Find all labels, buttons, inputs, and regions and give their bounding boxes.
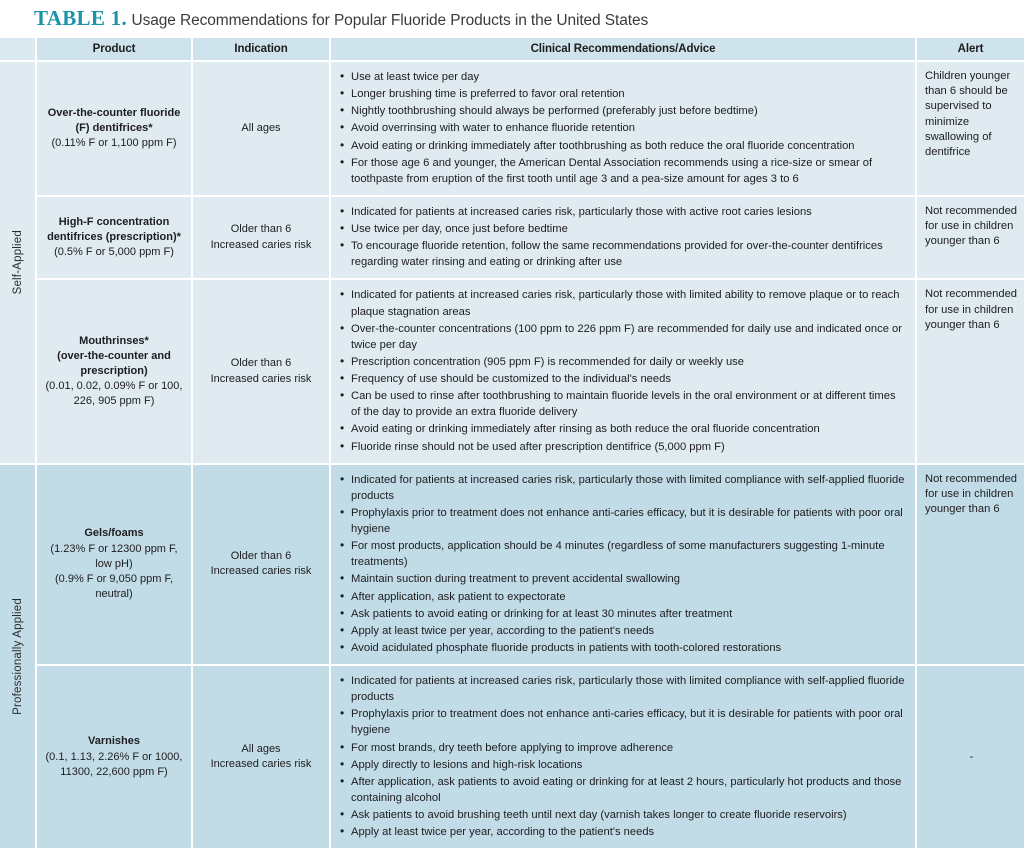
recommendation-item: • Nightly toothbrushing should always be performed (preferably just before bedtime) [351, 103, 905, 119]
table-body [0, 61, 1024, 849]
recommendation-list [335, 69, 905, 187]
recommendation-item: • Frequency of use should be customized to the individual's needs [351, 371, 905, 387]
product-concentration: (0.11% F or 1,100 ppm F) [51, 137, 177, 150]
table-title-text: Usage Recommendations for Popular Fluoride Products in the United States [131, 12, 649, 29]
cell-indication: All ages [192, 61, 330, 196]
recommendation-item: • For those age 6 and younger, the American Dental Association recommends using a rice-size or smear of toothpaste from eruption of the first tooth until age 3 and a pea-size amount for ages 3 to 6 [351, 155, 905, 187]
table-row [0, 196, 1024, 280]
recommendation-item: • Avoid eating or drinking immediately after toothbrushing as both reduce the oral fluoride concentration [351, 138, 905, 154]
recommendation-item: • Prescription concentration (905 ppm F) is recommended for daily or weekly use [351, 354, 905, 370]
cell-product [36, 464, 192, 665]
recommendation-item: • Use twice per day, once just before bedtime [351, 221, 905, 237]
recommendation-item: • Apply directly to lesions and high-risk locations [351, 757, 905, 773]
header-product: Product [36, 37, 192, 61]
cell-product [36, 279, 192, 463]
recommendation-item: • Avoid overrinsing with water to enhance fluoride retention [351, 120, 905, 136]
cell-indication: Older than 6 Increased caries risk [192, 279, 330, 463]
cell-clinical-recommendations [330, 279, 916, 463]
product-concentration: (1.23% F or 12300 ppm F, low pH) (0.9% F or 9,050 ppm F, neutral) [50, 542, 178, 601]
recommendation-item: • Indicated for patients at increased caries risk, particularly those with active root caries lesions [351, 204, 905, 220]
cell-clinical-recommendations [330, 61, 916, 196]
product-name: Varnishes [88, 735, 140, 748]
recommendation-item: • Apply at least twice per year, according to the patient's needs [351, 824, 905, 840]
table-header [0, 37, 1024, 61]
section-label-self-applied [0, 61, 36, 464]
product-concentration: (0.01, 0.02, 0.09% F or 100, 226, 905 ppm F) [45, 380, 183, 408]
table-number-label: TABLE 1. [34, 6, 128, 30]
cell-alert: Not recommended for use in children younger than 6 [916, 196, 1024, 280]
recommendation-item: • Maintain suction during treatment to prevent accidental swallowing [351, 571, 905, 587]
recommendation-item: • Apply at least twice per year, according to the patient's needs [351, 623, 905, 639]
product-name: Gels/foams [84, 527, 144, 540]
recommendation-item: • Indicated for patients at increased caries risk, particularly those with limited compliance with self-applied fluoride products [351, 472, 905, 504]
recommendation-item: • For most brands, dry teeth before applying to improve adherence [351, 740, 905, 756]
cell-product [36, 196, 192, 280]
recommendation-list [335, 204, 905, 271]
recommendation-item: • Ask patients to avoid eating or drinking for at least 30 minutes after treatment [351, 606, 905, 622]
recommendation-list [335, 673, 905, 840]
cell-indication: Older than 6 Increased caries risk [192, 464, 330, 665]
page-title [0, 0, 1024, 36]
header-alert: Alert [916, 37, 1024, 61]
header-indication: Indication [192, 37, 330, 61]
table-row [0, 61, 1024, 196]
cell-product [36, 61, 192, 196]
recommendation-list [335, 472, 905, 656]
recommendation-item: • Over-the-counter concentrations (100 ppm to 226 ppm F) are recommended for daily use and indicated once or twice per day [351, 321, 905, 353]
recommendation-item: • Fluoride rinse should not be used after prescription dentifrice (5,000 ppm F) [351, 439, 905, 455]
recommendation-item: • To encourage fluoride retention, follow the same recommendations provided for over-the-counter dentifrices regarding water rinsing and eating or drinking after use [351, 238, 905, 270]
recommendation-item: • Prophylaxis prior to treatment does not enhance anti-caries efficacy, but it is desirable for patients with poor oral hygiene [351, 706, 905, 738]
section-label-text: Professionally Applied [11, 597, 24, 715]
cell-product [36, 665, 192, 849]
product-concentration: (0.5% F or 5,000 ppm F) [54, 246, 174, 259]
cell-alert: - [916, 665, 1024, 849]
table-row [0, 665, 1024, 849]
recommendation-item: • Can be used to rinse after toothbrushing to maintain fluoride levels in the oral environment or at different times of the day to provide an extra fluoride delivery [351, 388, 905, 420]
cell-clinical-recommendations [330, 665, 916, 849]
cell-alert: Not recommended for use in children younger than 6 [916, 279, 1024, 463]
product-name: High-F concentration dentifrices (prescription)* [47, 215, 181, 244]
product-name: Mouthrinses* (over-the-counter and prescription) [57, 334, 171, 377]
recommendation-item: • Use at least twice per day [351, 69, 905, 85]
recommendation-list [335, 287, 905, 454]
recommendation-item: • Avoid acidulated phosphate fluoride products in patients with tooth-colored restorations [351, 640, 905, 656]
cell-alert: Children younger than 6 should be supervised to minimize swallowing of dentifrice [916, 61, 1024, 196]
cell-indication: All ages Increased caries risk [192, 665, 330, 849]
product-concentration: (0.1, 1.13, 2.26% F or 1000, 11300, 22,600 ppm F) [45, 750, 183, 778]
section-label-text: Self-Applied [11, 230, 24, 295]
recommendation-item: • After application, ask patients to avoid eating or drinking for at least 2 hours, particularly hot products and those containing alcohol [351, 774, 905, 806]
cell-indication: Older than 6 Increased caries risk [192, 196, 330, 280]
recommendation-item: • Indicated for patients at increased caries risk, particularly those with limited compliance with self-applied fluoride products [351, 673, 905, 705]
recommendation-item: • Indicated for patients at increased caries risk, particularly those with limited ability to remove plaque or to reach plaque stagnation areas [351, 287, 905, 319]
product-name: Over-the-counter fluoride (F) dentifrices* [47, 106, 181, 134]
recommendation-item: • After application, ask patient to expectorate [351, 589, 905, 605]
recommendation-item: • Longer brushing time is preferred to favor oral retention [351, 86, 905, 102]
table-header-row [0, 37, 1024, 61]
cell-alert: Not recommended for use in children younger than 6 [916, 464, 1024, 665]
recommendation-item: • Ask patients to avoid brushing teeth until next day (varnish takes longer to create fluoride reservoirs) [351, 807, 905, 823]
fluoride-products-table [0, 36, 1024, 850]
recommendation-item: • Avoid eating or drinking immediately after rinsing as both reduce the oral fluoride concentration [351, 421, 905, 437]
recommendation-item: • For most products, application should be 4 minutes (regardless of some manufacturers suggesting 1-minute treatments) [351, 538, 905, 570]
table-row [0, 279, 1024, 463]
header-spine [0, 37, 36, 61]
header-clinical-recommendations: Clinical Recommendations/Advice [330, 37, 916, 61]
cell-clinical-recommendations [330, 196, 916, 280]
table-row [0, 464, 1024, 665]
recommendation-item: • Prophylaxis prior to treatment does not enhance anti-caries efficacy, but it is desirable for patients with poor oral hygiene [351, 505, 905, 537]
cell-clinical-recommendations [330, 464, 916, 665]
section-label-professionally-applied [0, 464, 36, 850]
